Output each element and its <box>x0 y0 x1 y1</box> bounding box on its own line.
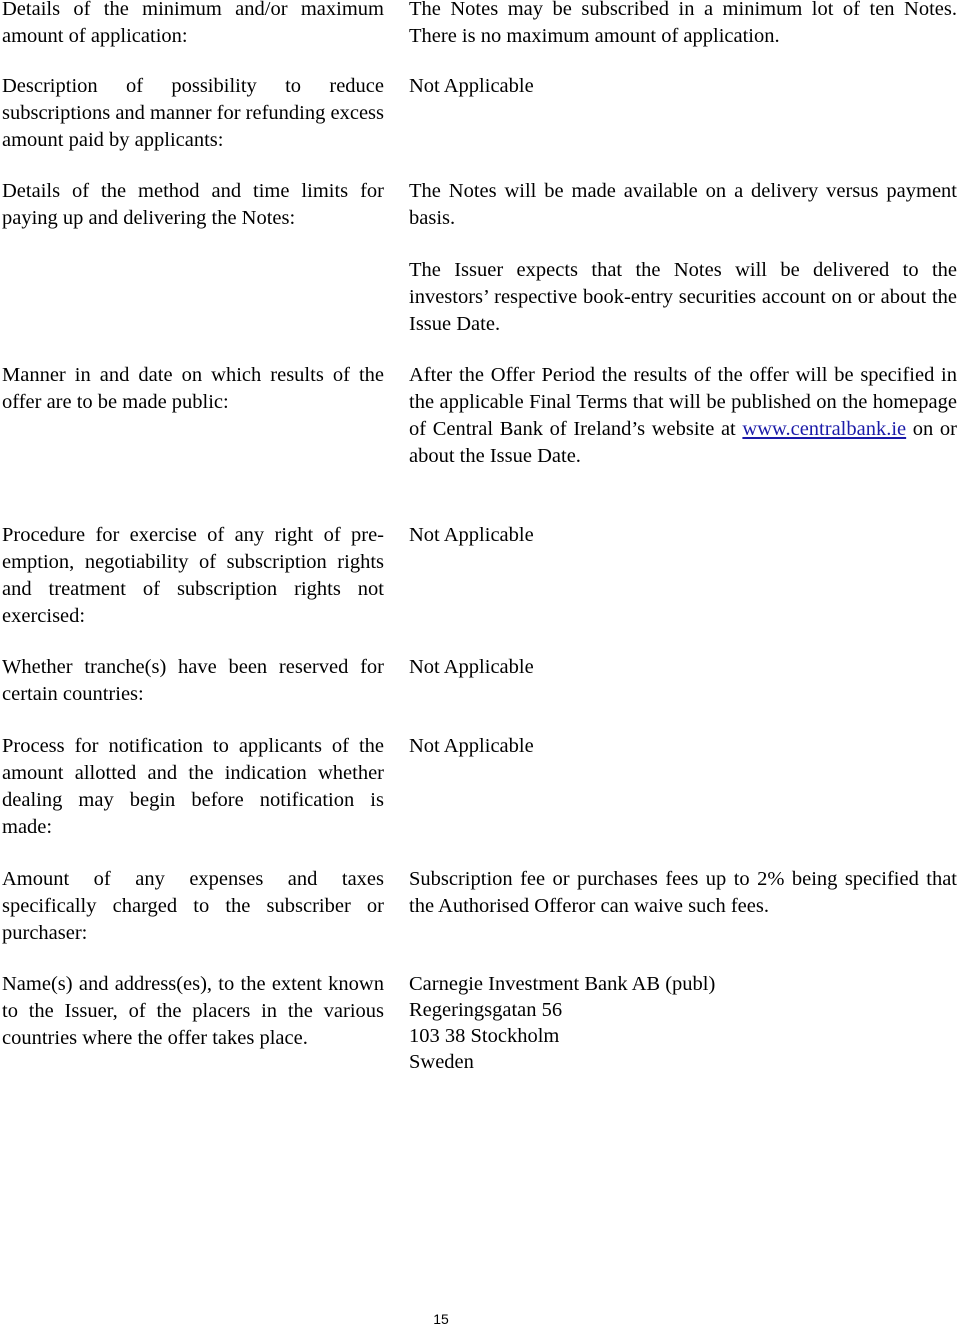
row-value: Not Applicable <box>409 656 534 678</box>
address-line: Sweden <box>409 1051 474 1073</box>
value-text: on or about the Issue Date. <box>409 418 957 467</box>
value-paragraph: The Notes will be made available on a delivery versus payment basis. <box>409 180 957 229</box>
row-label: Procedure for exercise of any right of pre-emption, negotiability of subscription rights and treatment of subscription rights not exercised: <box>2 524 384 627</box>
row-value: Not Applicable <box>409 75 534 97</box>
row-label: Details of the method and time limits for paying up and delivering the Notes: <box>2 180 384 229</box>
row-value: Subscription fee or purchases fees up to 2% being specified that the Authorised Offeror can waive such fees. <box>409 868 957 917</box>
row-value <box>409 178 957 338</box>
row-label: Manner in and date on which results of the offer are to be made public: <box>2 364 384 413</box>
row-label: Whether tranche(s) have been reserved for certain countries: <box>2 656 384 705</box>
row-value: The Notes may be subscribed in a minimum lot of ten Notes. There is no maximum amount of application. <box>409 0 957 47</box>
page-number: 15 <box>433 1311 449 1327</box>
address-line: Carnegie Investment Bank AB (publ) <box>409 973 716 995</box>
row-label: Description of possibility to reduce subscriptions and manner for refunding excess amount paid by applicants: <box>2 75 384 151</box>
row-label: Amount of any expenses and taxes specifically charged to the subscriber or purchaser: <box>2 868 384 944</box>
centralbank-link[interactable]: www.centralbank.ie <box>742 418 907 440</box>
address-line: 103 38 Stockholm <box>409 1025 560 1047</box>
row-label: Details of the minimum and/or maximum amount of application: <box>2 0 384 47</box>
address-line: Regeringsgatan 56 <box>409 999 563 1021</box>
row-label: Name(s) and address(es), to the extent known to the Issuer, of the placers in the various countries where the offer takes place. <box>2 973 384 1049</box>
row-value: Not Applicable <box>409 735 534 757</box>
placer-address <box>409 971 957 1075</box>
value-paragraph: The Issuer expects that the Notes will be delivered to the investors’ respective book-entry securities account on or about the Issue Date. <box>409 259 957 335</box>
value-text: After the Offer Period the results of the offer will be specified in the applicable Final Terms that will be published on the homepage of Central Bank of Ireland’s website at <box>409 364 957 440</box>
row-value: Not Applicable <box>409 524 534 546</box>
row-value <box>409 362 957 470</box>
row-label: Process for notification to applicants of the amount allotted and the indication whether dealing may begin before notification is made: <box>2 735 384 838</box>
